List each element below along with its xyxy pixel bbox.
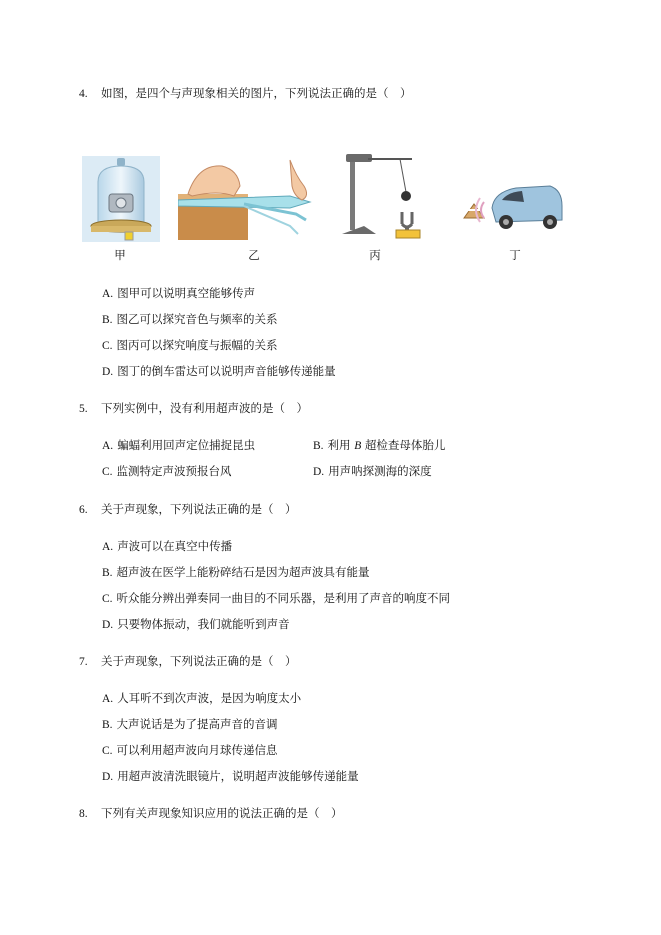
question-6	[79, 502, 297, 517]
question-number: 7.	[79, 656, 88, 668]
bell-jar-figure	[80, 152, 162, 246]
q6-option-b: B. 超声波在医学上能粉碎结石是因为超声波具有能量	[102, 565, 370, 579]
car-radar-figure	[458, 178, 564, 234]
question-4	[79, 86, 412, 101]
tuning-fork-figure	[340, 150, 430, 240]
q7-option-c: C. 可以利用超声波向月球传递信息	[102, 743, 278, 757]
question-stem: 下列实例中，没有利用超声波的是（ ）	[101, 401, 308, 415]
question-stem: 如图，是四个与声现象相关的图片，下列说法正确的是（ ）	[101, 86, 412, 100]
q4-option-c: C. 图丙可以探究响度与振幅的关系	[102, 338, 278, 352]
q7-option-a: A. 人耳听不到次声波，是因为响度太小	[102, 691, 302, 705]
figure-caption-bing: 丙	[369, 248, 381, 262]
question-number: 4.	[79, 88, 88, 100]
q4-option-a: A. 图甲可以说明真空能够传声	[102, 286, 256, 300]
figure-caption-jia: 甲	[114, 248, 126, 262]
q5-option-a: A. 蝙蝠利用回声定位捕捉昆虫	[102, 438, 256, 452]
q4-option-d: D. 图丁的倒车雷达可以说明声音能够传递能量	[102, 364, 336, 378]
q7-option-b: B. 大声说话是为了提高声音的音调	[102, 717, 278, 731]
question-stem: 下列有关声现象知识应用的说法正确的是（ ）	[101, 806, 343, 820]
q5-option-b: B. 利用 B 超检查母体胎儿	[313, 438, 446, 452]
question-7	[79, 654, 297, 669]
question-number: 5.	[79, 403, 88, 415]
figure-caption-yi: 乙	[248, 248, 260, 262]
question-number: 6.	[79, 504, 88, 516]
q7-option-d: D. 用超声波清洗眼镜片，说明超声波能够传递能量	[102, 769, 359, 783]
question-stem: 关于声现象，下列说法正确的是（ ）	[101, 654, 297, 668]
question-8	[79, 806, 343, 821]
question-5	[79, 401, 308, 416]
q6-option-c: C. 听众能分辨出弹奏同一曲目的不同乐器，是利用了声音的响度不同	[102, 591, 451, 605]
ruler-vibration-figure	[178, 156, 320, 240]
q5-option-d: D. 用声呐探测海的深度	[313, 464, 432, 478]
figure-caption-ding: 丁	[509, 248, 521, 262]
question-number: 8.	[79, 808, 88, 820]
q6-option-a: A. 声波可以在真空中传播	[102, 539, 233, 553]
q6-option-d: D. 只要物体振动，我们就能听到声音	[102, 617, 290, 631]
question-stem: 关于声现象，下列说法正确的是（ ）	[101, 502, 297, 516]
q4-option-b: B. 图乙可以探究音色与频率的关系	[102, 312, 278, 326]
q5-option-c: C. 监测特定声波预报台风	[102, 464, 232, 478]
